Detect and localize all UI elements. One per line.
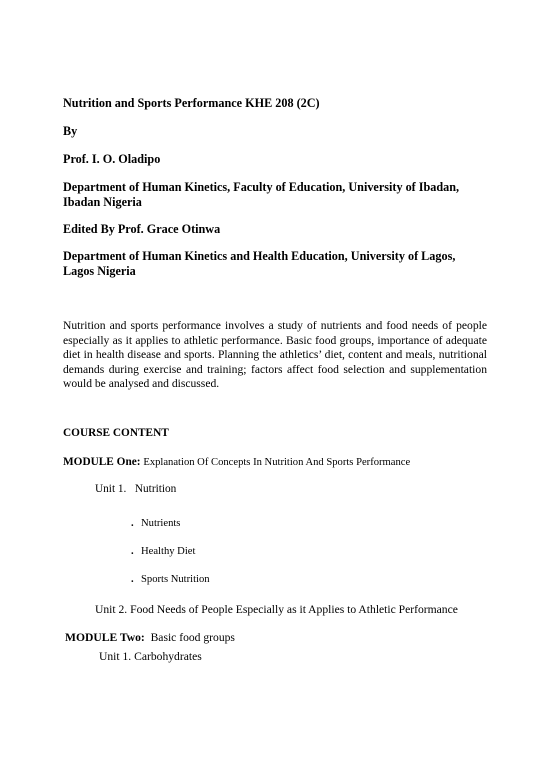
module-one-line <box>63 455 410 470</box>
unit-label: Unit 1. <box>95 483 127 495</box>
bullet-mark: . <box>131 518 134 529</box>
bullet-text: Healthy Diet <box>141 546 196 557</box>
course-description: Nutrition and sports performance involves a study of nutrients and food needs of people especially as it applies to athletic performance. Basic food groups, importance of adequate diet in health disease and sports. Planning the athletics’ diet, content and meals, nutritional demands during exercise and training; factors affect food selection and supplementation would be analysed and discussed. <box>63 319 487 390</box>
module-two-unit1 <box>99 650 202 664</box>
unit-title: Nutrition <box>134 483 177 495</box>
module-one-unit1 <box>95 482 176 496</box>
unit-title: Food Needs of People Especially as it Applies to Athletic Performance <box>130 603 458 616</box>
list-item <box>131 517 180 531</box>
module-one-title: Explanation Of Concepts In Nutrition And Sports Performance <box>143 457 411 468</box>
course-title: Nutrition and Sports Performance KHE 208 (2C) <box>63 96 320 110</box>
editor-department: Department of Human Kinetics and Health Education, University of Lagos, Lagos Nigeria <box>63 249 456 278</box>
bullet-text: Sports Nutrition <box>141 574 210 585</box>
editor-name: Edited By Prof. Grace Otinwa <box>63 222 221 236</box>
unit-label: Unit 2. <box>95 603 128 616</box>
module-two-label: MODULE Two: <box>65 631 145 644</box>
by-label: By <box>63 124 78 138</box>
module-one-unit2 <box>95 603 458 617</box>
list-item <box>131 545 195 559</box>
bullet-mark: . <box>131 546 134 557</box>
unit-title: Carbohydrates <box>134 650 202 663</box>
course-content-heading: COURSE CONTENT <box>63 427 169 439</box>
bullet-mark: . <box>131 574 134 585</box>
bullet-text: Nutrients <box>141 518 181 529</box>
module-two-line <box>65 631 235 645</box>
list-item <box>131 573 210 587</box>
module-one-label: MODULE One: <box>63 456 141 468</box>
author-name: Prof. I. O. Oladipo <box>63 152 161 166</box>
unit-label: Unit 1. <box>99 650 132 663</box>
author-department: Department of Human Kinetics, Faculty of Education, University of Ibadan, Ibadan Nigeria <box>63 180 460 209</box>
module-two-title: Basic food groups <box>150 631 235 644</box>
